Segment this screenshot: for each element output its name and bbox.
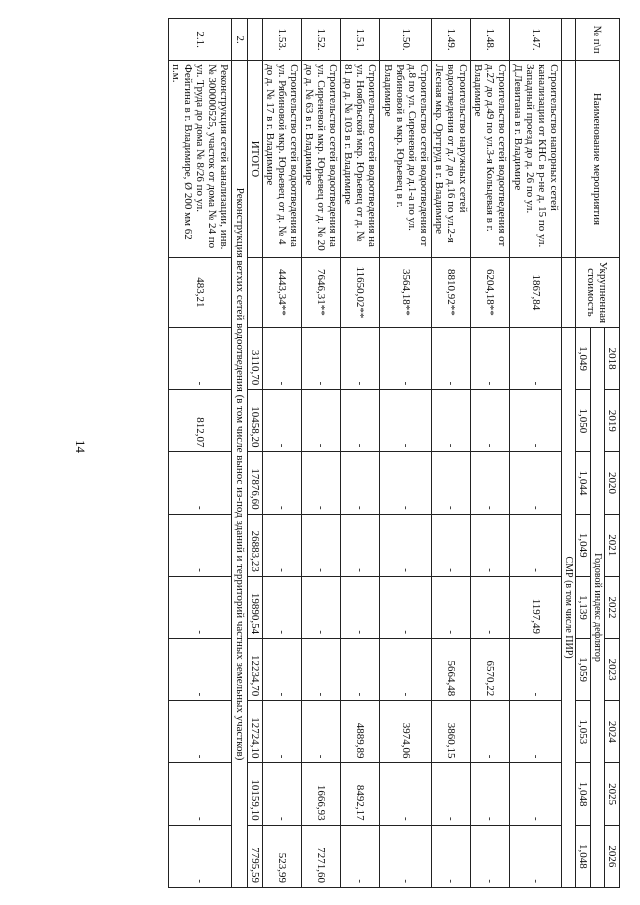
row-value: - — [380, 328, 431, 390]
deflator-value: 1,053 — [575, 701, 590, 763]
row-value: - — [341, 576, 380, 638]
deflator-value: 1,139 — [575, 576, 590, 638]
row-number: 1.53. — [262, 19, 301, 61]
total-blank — [247, 257, 262, 327]
row-value: - — [380, 390, 431, 452]
row-value: - — [341, 390, 380, 452]
smr-caption-row — [561, 19, 575, 888]
total-value: 26883,23 — [247, 514, 262, 576]
investment-table-sheet — [160, 18, 620, 888]
row-value: - — [510, 825, 561, 887]
smr-caption: СМР (в том числе ПИР) — [561, 328, 575, 888]
row-value: - — [471, 390, 510, 452]
deflator-value: 1,049 — [575, 328, 590, 390]
row-value: - — [301, 328, 340, 390]
page-number: 14 — [73, 440, 88, 453]
deflator-value: 1,049 — [575, 514, 590, 576]
header-num: № п\п — [575, 19, 619, 61]
row-value: - — [301, 514, 340, 576]
header-year: 2022 — [604, 576, 619, 638]
row-value: - — [169, 639, 232, 701]
row-name: Реконструкция сетей канализации, инв. № 300000525, участок от дома № 24 по ул. Труда до дома № 8/26 по ул. Фейгина в г. Владимире, Ø 200 мм 62 п.м. — [169, 61, 232, 258]
row-value: - — [341, 514, 380, 576]
row-cost: 8810,92** — [431, 257, 470, 327]
row-value: - — [471, 701, 510, 763]
row-value: - — [431, 576, 470, 638]
row-number: 1.51. — [341, 19, 380, 61]
row-value: - — [380, 576, 431, 638]
row-value: - — [341, 825, 380, 887]
row-value: - — [169, 514, 232, 576]
row-value: - — [169, 701, 232, 763]
row-value: - — [431, 390, 470, 452]
row-value: - — [262, 576, 301, 638]
header-year: 2023 — [604, 639, 619, 701]
row-value: 1666,93 — [301, 763, 340, 825]
table-row — [510, 19, 561, 888]
row-value: - — [262, 328, 301, 390]
row-value: - — [341, 639, 380, 701]
row-value: - — [471, 514, 510, 576]
row-number: 1.47. — [510, 19, 561, 61]
row-name: Строительство сетей водоотведения на ул. Сиреневой мкр. Юрьевец от д. № 20 до д. № 63 в г. Владимире — [301, 61, 340, 258]
row-value: - — [510, 763, 561, 825]
row-value: - — [262, 390, 301, 452]
row-value: - — [510, 452, 561, 514]
table-row — [380, 19, 431, 888]
row-cost: 483,21 — [169, 257, 232, 327]
deflator-caption: Годовой индекс дефлятор — [590, 328, 604, 888]
row-cost: 4443,34** — [262, 257, 301, 327]
row-value: - — [431, 328, 470, 390]
row-value: - — [380, 452, 431, 514]
row-number: 1.48. — [471, 19, 510, 61]
row-value: - — [431, 763, 470, 825]
row-value: - — [380, 825, 431, 887]
row-value: 1197,49 — [510, 576, 561, 638]
row-value: - — [169, 576, 232, 638]
row-name: Строительство наружных сетей водоотведения от д.7 до д.16 по ул.2-я Лесная мкр. Оргтруд в г. Владимире — [431, 61, 470, 258]
row-name: Строительство сетей водоотведения на ул. Ноябрьской мкр. Юрьевец от д. № 81 до д. № 103 в г. Владимире — [341, 61, 380, 258]
total-value: 3110,70 — [247, 328, 262, 390]
row-cost: 7646,31** — [301, 257, 340, 327]
header-row-years — [604, 19, 619, 888]
row-value: - — [262, 514, 301, 576]
table-row — [301, 19, 340, 888]
total-row — [247, 19, 262, 888]
row-value: - — [301, 452, 340, 514]
total-value: 7795,59 — [247, 825, 262, 887]
row-value: 8492,17 — [341, 763, 380, 825]
row-value: - — [262, 763, 301, 825]
row-cost: 1867,84 — [510, 257, 561, 327]
row-value: - — [510, 514, 561, 576]
row-value: - — [431, 514, 470, 576]
row-value: 4889,89 — [341, 701, 380, 763]
row-name: Строительство сетей водоотведения от д.8 по ул. Сиреневой до д.1-а по ул. Рябиновой в мкр. Юрьевец в г. Владимире — [380, 61, 431, 258]
row-value: 3860,15 — [431, 701, 470, 763]
row-name: Строительство сетей водоотведения от д.27 до д.49 по ул.3-я Кольцевая в г. Владимире — [471, 61, 510, 258]
header-year: 2025 — [604, 763, 619, 825]
header-cost: Укрупненная стоимость — [575, 257, 619, 327]
section-row — [232, 19, 247, 888]
header-year: 2024 — [604, 701, 619, 763]
header-year: 2020 — [604, 452, 619, 514]
header-year: 2019 — [604, 390, 619, 452]
deflator-value: 1,044 — [575, 452, 590, 514]
smr-blank — [561, 61, 575, 258]
deflator-value: 1,048 — [575, 825, 590, 887]
section-title: Реконструкция ветхих сетей водоотведения (в том числе вынос из-под зданий и территорий частных земельных участков) — [232, 61, 247, 888]
table-row — [262, 19, 301, 888]
row-value: 7271,60 — [301, 825, 340, 887]
row-value: - — [341, 452, 380, 514]
investment-table — [168, 18, 620, 888]
row-value: - — [510, 639, 561, 701]
deflator-value: 1,050 — [575, 390, 590, 452]
smr-blank — [561, 257, 575, 327]
row-value: - — [169, 328, 232, 390]
row-value: 812,07 — [169, 390, 232, 452]
header-name: Наименование мероприятия — [575, 61, 619, 258]
total-value: 10458,20 — [247, 390, 262, 452]
row-cost: 6204,18** — [471, 257, 510, 327]
total-value: 19890,54 — [247, 576, 262, 638]
table-row — [431, 19, 470, 888]
deflator-value: 1,048 — [575, 763, 590, 825]
row-value: - — [510, 390, 561, 452]
row-value: - — [380, 763, 431, 825]
smr-blank — [561, 19, 575, 61]
row-number: 2.1. — [169, 19, 232, 61]
row-cost: 11650,02** — [341, 257, 380, 327]
row-value: - — [471, 763, 510, 825]
header-year: 2021 — [604, 514, 619, 576]
row-value: 3974,06 — [380, 701, 431, 763]
row-value: - — [301, 576, 340, 638]
table-row — [169, 19, 232, 888]
row-value: - — [471, 825, 510, 887]
row-value: 6570,22 — [471, 639, 510, 701]
row-value: - — [262, 701, 301, 763]
section-number: 2. — [232, 19, 247, 61]
header-year: 2026 — [604, 825, 619, 887]
row-value: - — [510, 328, 561, 390]
row-value: - — [301, 701, 340, 763]
row-value: - — [262, 452, 301, 514]
row-value: - — [431, 452, 470, 514]
deflator-value: 1,059 — [575, 639, 590, 701]
row-value: - — [262, 639, 301, 701]
row-value: - — [301, 390, 340, 452]
total-blank — [247, 19, 262, 61]
row-number: 1.49. — [431, 19, 470, 61]
table-row — [341, 19, 380, 888]
row-value: - — [380, 639, 431, 701]
row-value: - — [431, 825, 470, 887]
row-value: - — [169, 452, 232, 514]
row-value: - — [471, 452, 510, 514]
row-value: - — [169, 763, 232, 825]
table-row — [471, 19, 510, 888]
row-value: - — [341, 328, 380, 390]
row-cost: 3564,18** — [380, 257, 431, 327]
row-value: - — [301, 639, 340, 701]
total-value: 12234,70 — [247, 639, 262, 701]
header-year: 2018 — [604, 328, 619, 390]
total-value: 12724,10 — [247, 701, 262, 763]
row-number: 1.52. — [301, 19, 340, 61]
total-label: ИТОГО — [247, 61, 262, 258]
row-value: 5664,48 — [431, 639, 470, 701]
row-value: 523,99 — [262, 825, 301, 887]
row-value: - — [169, 825, 232, 887]
row-value: - — [380, 514, 431, 576]
row-value: - — [471, 328, 510, 390]
total-value: 10159,10 — [247, 763, 262, 825]
row-value: - — [510, 701, 561, 763]
total-value: 17876,60 — [247, 452, 262, 514]
row-name: Строительство напорных сетей канализации от КНС в р-не д. 15 по ул. Западный проезд до д. 26 по ул. Д.Левитана в г. Владимире — [510, 61, 561, 258]
row-name: Строительство сетей водоотведения на ул. Рябиновой мкр. Юрьевец от д. № 4 до д. № 17 в г. Владимире — [262, 61, 301, 258]
row-value: - — [471, 576, 510, 638]
row-number: 1.50. — [380, 19, 431, 61]
